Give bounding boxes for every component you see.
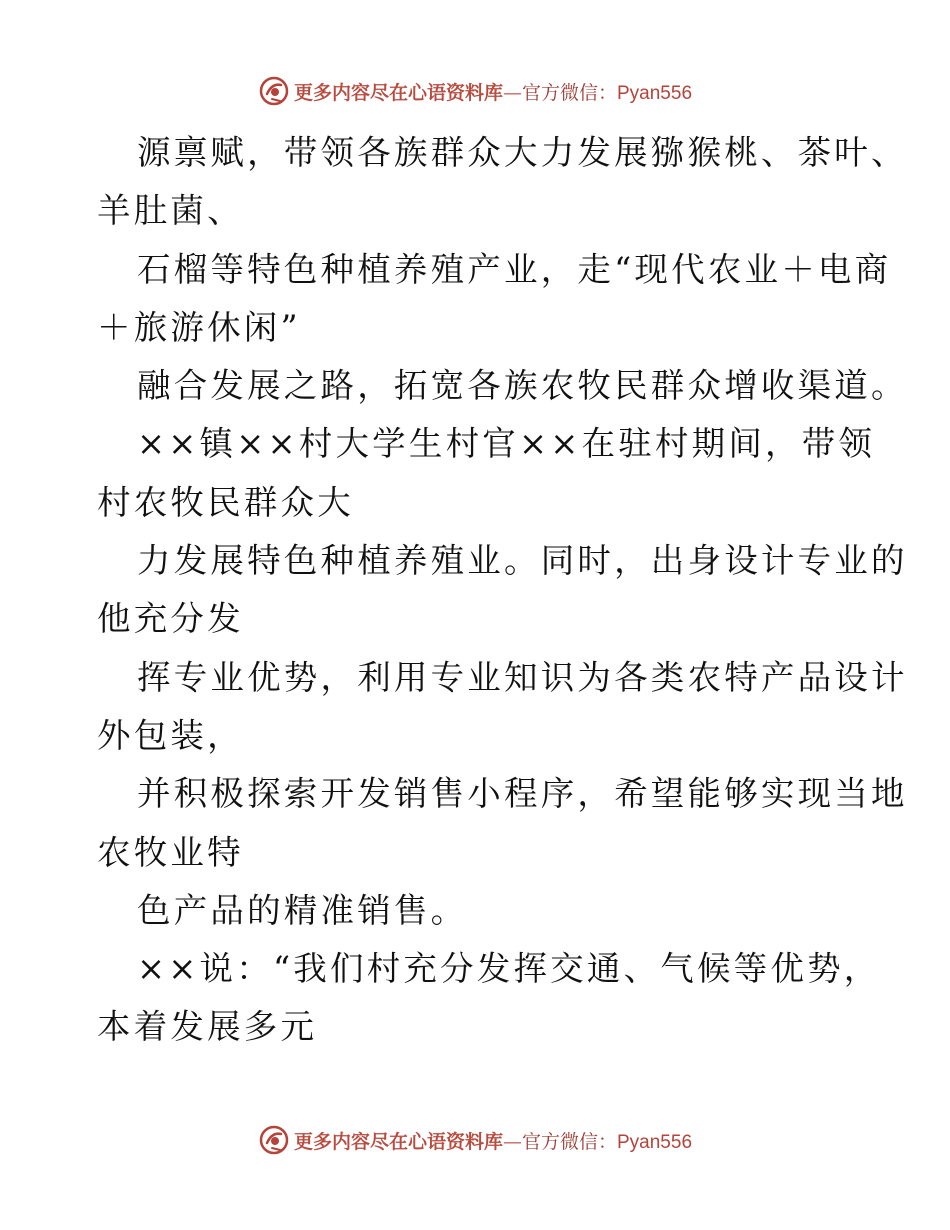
body-line: 色产品的精准销售。 — [137, 890, 468, 930]
header-banner — [0, 71, 950, 111]
body-line: 羊肚菌、 — [97, 191, 244, 231]
body-line: 农牧业特 — [97, 832, 244, 872]
body-line: 源禀赋，带领各族群众大力发展猕猴桃、茶叶、 — [137, 133, 908, 172]
header-text — [294, 78, 692, 105]
header-wechat-id: Pyan556 — [617, 82, 693, 104]
header-site-text: 更多内容尽在心语资料库 — [293, 81, 503, 104]
body-line: 融合发展之路，拓宽各族农牧民群众增收渠道。 — [137, 366, 908, 406]
footer-banner — [0, 1120, 950, 1160]
body-line: 本着发展多元 — [97, 1007, 318, 1047]
header-wechat-label: 官方微信： — [521, 81, 617, 104]
body-line: ××说：“我们村充分发挥交通、气候等优势， — [137, 949, 881, 989]
footer-site-text: 更多内容尽在心语资料库 — [293, 1130, 503, 1153]
body-line: ＋旅游休闲” — [97, 307, 301, 347]
body-line: 他充分发 — [97, 599, 244, 639]
body-line: 挥专业优势，利用专业知识为各类农特产品设计 — [137, 657, 908, 697]
footer-wechat-id: Pyan556 — [617, 1131, 693, 1153]
header-dash: — — [502, 81, 522, 104]
body-line: 力发展特色种植养殖业。同时，出身设计专业的 — [137, 541, 908, 581]
body-line: 村农牧民群众大 — [97, 482, 354, 522]
body-line: 并积极探索开发销售小程序，希望能够实现当地 — [137, 774, 908, 814]
document-body — [97, 124, 908, 1057]
red-seal-logo-icon — [258, 75, 290, 107]
footer-text — [294, 1127, 692, 1154]
red-seal-logo-icon — [258, 1124, 290, 1156]
body-line: 石榴等特色种植养殖产业，走“现代农业＋电商 — [137, 249, 892, 289]
footer-dash: — — [502, 1130, 522, 1153]
body-line: 外包装， — [97, 715, 244, 755]
body-line: ××镇××村大学生村官××在驻村期间，带领 — [137, 424, 876, 464]
footer-wechat-label: 官方微信： — [521, 1130, 617, 1153]
